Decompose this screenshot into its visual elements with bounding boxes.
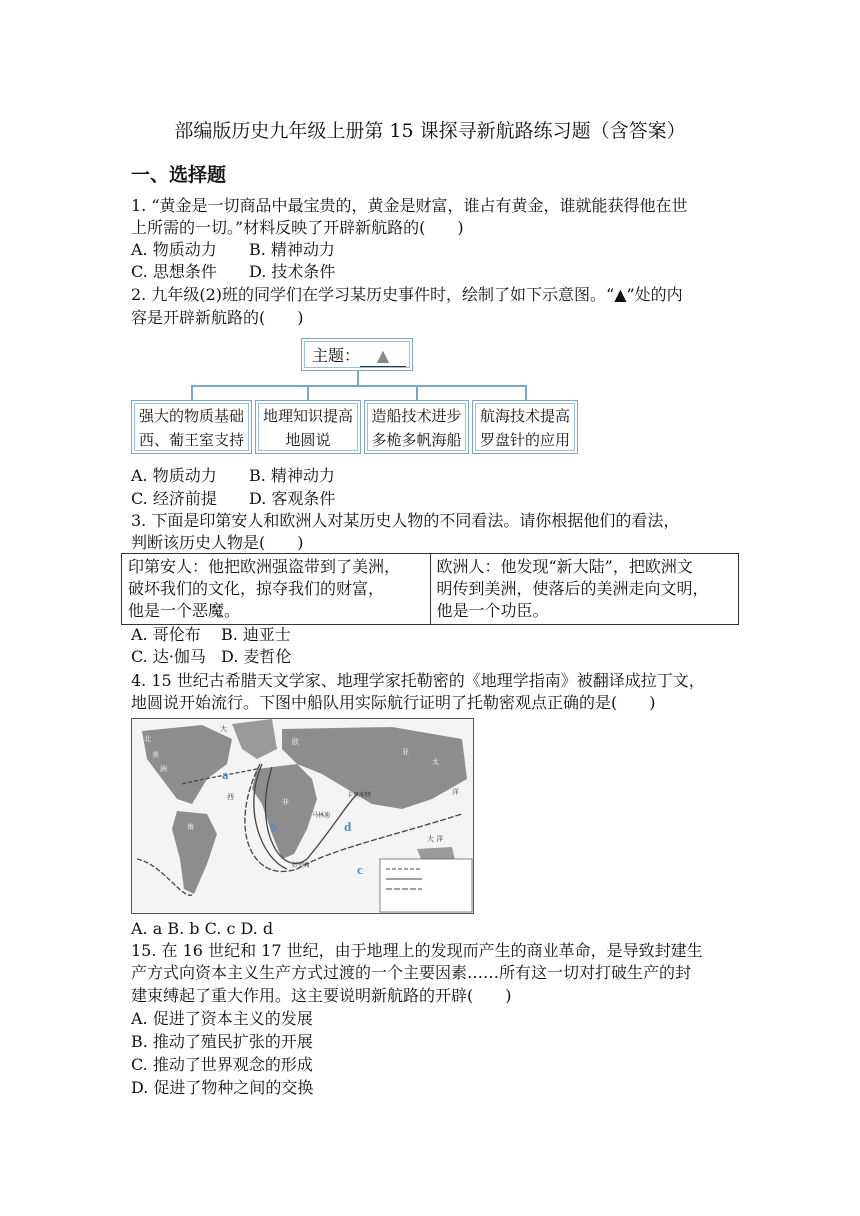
q2-stem-line2: 容是开辟新航路的( ) [131, 308, 304, 327]
q1-stem-line1: 1. “黄金是一切商品中最宝贵的，黄金是财富，谁占有黄金，谁就能获得他在世 [131, 196, 688, 215]
q15-stem-line3: 建束缚起了重大作用。这主要说明新航路的开辟( ) [131, 986, 512, 1005]
map-label-text: 北 [144, 735, 151, 743]
diagram-topic-blank: ▲ [360, 346, 406, 367]
diagram-box-title: 强大的物质基础 [138, 407, 244, 425]
map-label-text: 卡里库特 [347, 792, 372, 799]
opinion-line: 破坏我们的文化，掠夺我们的财富， [128, 579, 385, 598]
q1-option-b: B. 精神动力 [249, 240, 335, 259]
q15-stem-line2: 产方式向资本主义生产方式过渡的一个主要因素……所有这一切对打破生产的封 [131, 963, 692, 982]
q15-option-c: C. 推动了世界观念的形成 [131, 1055, 313, 1074]
section-heading: 一、选择题 [131, 164, 227, 186]
page-title: 部编版历史九年级上册第 15 课探寻新航路练习题（含答案） [174, 120, 686, 142]
map-label-text: 大 洋 [427, 835, 444, 843]
map-label-text: 西 [227, 793, 234, 801]
map-label-text: 非 [282, 798, 289, 806]
opinion-line: 印第安人：他把欧洲强盗带到了美洲， [128, 557, 401, 576]
diagram-box-shipbuilding [364, 400, 469, 454]
map-label-text: 马林迪 [312, 812, 331, 819]
q2-option-d: D. 客观条件 [249, 489, 336, 508]
q1-stem-line2: 上所需的一切。”材料反映了开辟新航路的( ) [131, 218, 464, 237]
map-label-text: 太 [432, 758, 439, 766]
map-label-text: 南 [187, 823, 194, 831]
map-label-text: 亚 [402, 748, 409, 756]
q2-option-a: A. 物质动力 [131, 466, 217, 485]
q4-stem-line2: 地圆说开始流行。下图中船队用实际航行证明了托勒密观点正确的是( ) [131, 693, 656, 712]
opinion-line: 他是一个恶魔。 [128, 601, 241, 620]
opinion-line: 他是一个功臣。 [436, 601, 549, 620]
q3-option-c: C. 达·伽马 [131, 647, 206, 666]
q3-option-a: A. 哥伦布 [131, 625, 201, 644]
q15-option-d: D. 促进了物种之间的交换 [131, 1078, 314, 1097]
map-label-text: 好望角 [292, 862, 311, 869]
voyage-map [131, 718, 474, 914]
q2-option-b: B. 精神动力 [249, 466, 335, 485]
q4-stem-line1: 4. 15 世纪古希腊天文学家、地理学家托勒密的《地理学指南》被翻译成拉丁文， [131, 671, 705, 690]
q15-option-b: B. 推动了殖民扩张的开展 [131, 1032, 313, 1051]
map-label-b: b [270, 820, 278, 835]
diagram-topic-label: 主题： [312, 346, 361, 365]
map-label-text: 大 [220, 725, 227, 733]
diagram-box-title: 造船技术进步 [371, 407, 462, 425]
map-label-a: a [222, 767, 229, 782]
q3-option-b: B. 迪亚士 [221, 625, 291, 644]
opinion-line: 明传到美洲，使落后的美洲走向文明， [436, 579, 709, 598]
map-label-text: 美 [152, 751, 159, 759]
diagram-connector-4 [525, 385, 527, 400]
diagram-box-detail: 多桅多帆海船 [371, 431, 462, 449]
q3-stem-line2: 判断该历史人物是( ) [131, 533, 304, 552]
opinion-european [430, 554, 739, 625]
diagram-box-detail: 地圆说 [285, 431, 331, 449]
map-legend [380, 859, 472, 912]
diagram-box-navigation [472, 400, 578, 454]
diagram-connector-2 [307, 385, 309, 400]
map-label-d: d [344, 819, 352, 834]
diagram-box-geography [255, 400, 361, 454]
q3-option-d: D. 麦哲伦 [221, 647, 292, 666]
q1-option-d: D. 技术条件 [249, 262, 336, 281]
q15-stem-line1: 15. 在 16 世纪和 17 世纪，由于地理上的发现而产生的商业革命，是导致封建生 [131, 941, 703, 960]
diagram-box-title: 航海技术提高 [479, 407, 570, 425]
q3-opinion-table [121, 553, 739, 625]
diagram-box-detail: 西、葡王室支持 [138, 431, 244, 449]
q4-options: A. a B. b C. c D. d [131, 919, 274, 938]
voyage-map-svg [132, 719, 473, 913]
opinion-indian [122, 554, 431, 625]
opinion-line: 欧洲人：他发现“新大陆”，把欧洲文 [436, 557, 693, 576]
diagram-connector-1 [191, 385, 193, 400]
diagram-box-material [131, 400, 252, 454]
diagram-box-detail: 罗盘针的应用 [479, 431, 570, 449]
q3-stem-line1: 3. 下面是印第安人和欧洲人对某历史人物的不同看法。请你根据他们的看法， [131, 511, 680, 530]
diagram-connector-bar [191, 385, 527, 387]
map-label-c: c [357, 862, 363, 877]
diagram-topic-box [301, 338, 413, 371]
q2-stem-line1: 2. 九年级(2)班的同学们在学习某历史事件时，绘制了如下示意图。“▲”处的内 [131, 285, 683, 304]
q2-option-c: C. 经济前提 [131, 489, 217, 508]
diagram-connector-stem [357, 371, 359, 386]
diagram-box-title: 地理知识提高 [262, 407, 353, 425]
map-label-text: 洋 [452, 788, 459, 796]
q1-option-c: C. 思想条件 [131, 262, 217, 281]
diagram-connector-3 [416, 385, 418, 400]
map-label-text: 欧 [292, 738, 299, 746]
map-label-text: 洲 [160, 765, 167, 773]
q1-option-a: A. 物质动力 [131, 240, 217, 259]
q15-option-a: A. 促进了资本主义的发展 [131, 1009, 313, 1028]
